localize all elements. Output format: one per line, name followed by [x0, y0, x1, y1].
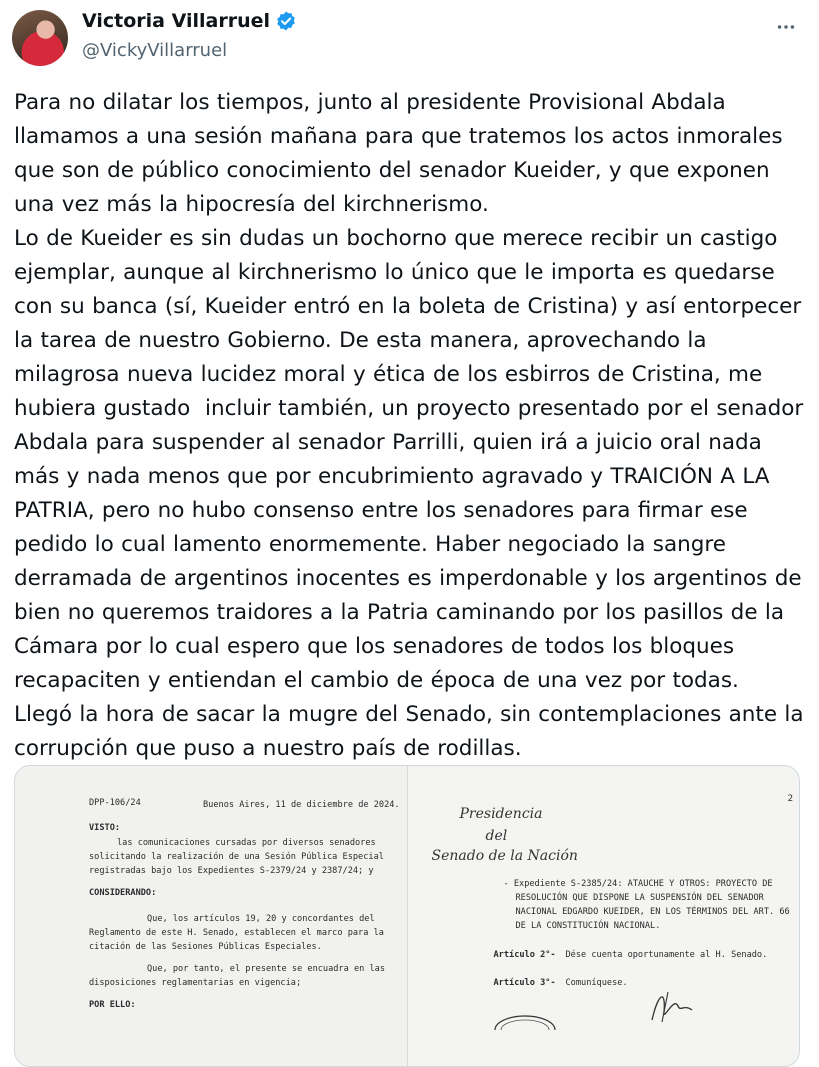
author-name-row: [82, 10, 297, 32]
doc-line: registradas bajo los Expedientes S-2379/24 y 2387/24; y: [89, 866, 374, 876]
doc-seal-line: del: [485, 828, 508, 844]
doc-considerando-label: CONSIDERANDO:: [89, 888, 157, 898]
official-seal-icon: [490, 1010, 560, 1030]
doc-line: Que, los artículos 19, 20 y concordantes del: [147, 914, 375, 924]
tweet-text: Para no dilatar los tiempos, junto al presidente Provisional Abdala llamamos a una sesión mañana para que tratemos los actos inmorales que son de público conocimiento del senador Kueider, y que exponen una vez más la hipocresía del kirchnerismo. Lo de Kueider es sin dudas un bochorno que merece recibir un castigo ejemplar, aunque al kirchnerismo lo único que le importa es quedarse con su banca (sí, Kueider entró en la boleta de Cristina) y así entorpecer la tarea de nuestro Gobierno. De esta manera, aprovechando la milagrosa nueva lucidez moral y ética de los esbirros de Cristina, me hubiera gustado incluir también, un proyecto presentado por el senador Abdala para suspender al senador Parrilli, quien irá a juicio oral nada más y nada menos que por encubrimiento agravado y TRAICIÓN A LA PATRIA, pero no hubo consenso entre los senadores para firmar ese pedido lo cual lamento enormemente. Haber negociado la sangre derramada de argentinos inocentes es imperdonable y los argentinos de bien no queremos traidores a la Patria caminando por los pasillos de la Cámara por lo cual espero que los senadores de todos los bloques recapaciten y entiendan el cambio de época de una vez por todas. Llegó la hora de sacar la mugre del Senado, sin contemplaciones ante la corrupción que puso a nuestro país de rodillas.: [14, 90, 804, 761]
doc-reference: DPP-106/24: [89, 798, 141, 808]
doc-line: solicitando la realización de una Sesión Pública Especial: [89, 852, 384, 862]
doc-line: las comunicaciones cursadas por diversos senadores: [117, 838, 376, 848]
doc-article-3-text: Comuníquese.: [565, 978, 628, 988]
doc-line: Que, por tanto, el presente se encuadra en las: [147, 964, 385, 974]
verified-badge-icon: [275, 10, 297, 32]
doc-visto-label: VISTO:: [89, 823, 121, 833]
doc-line: Reglamento de este H. Senado, establecen el marco para la: [89, 928, 384, 938]
doc-seal-line: Senado de la Nación: [431, 848, 578, 864]
doc-article-2-text: Dése cuenta oportunamente al H. Senado.: [565, 950, 768, 960]
document-page-right: [408, 766, 800, 1066]
tweet-media-image[interactable]: [14, 765, 800, 1067]
doc-por-ello-label: POR ELLO:: [89, 1000, 136, 1010]
doc-article-2-label: Artículo 2°-: [493, 950, 556, 960]
doc-line: disposiciones reglamentarias en vigencia;: [89, 978, 302, 988]
author-name[interactable]: Victoria Villarruel: [82, 10, 270, 32]
more-options-button[interactable]: [771, 12, 801, 42]
doc-line: DE LA CONSTITUCIÓN NACIONAL.: [515, 921, 661, 931]
signature-icon: [644, 984, 704, 1024]
more-horizontal-icon: [775, 16, 797, 38]
doc-line: NACIONAL EDGARDO KUEIDER, EN LOS TÉRMINOS DEL ART. 66: [515, 907, 790, 917]
doc-line: - Expediente S-2385/24: ATAUCHE Y OTROS: PROYECTO DE: [503, 879, 773, 889]
doc-article-3-label: Artículo 3°-: [493, 978, 556, 988]
document-page-left: [15, 766, 408, 1066]
avatar[interactable]: [12, 10, 68, 66]
doc-date: Buenos Aires, 11 de diciembre de 2024.: [203, 800, 400, 810]
doc-page-number: 2: [787, 794, 793, 804]
author-handle[interactable]: @VickyVillarruel: [82, 40, 228, 61]
doc-seal-line: Presidencia: [459, 806, 543, 822]
tweet-header: [0, 0, 819, 80]
doc-line: RESOLUCIÓN QUE DISPONE LA SUSPENSIÓN DEL SENADOR: [515, 893, 764, 903]
doc-line: citación de las Sesiones Públicas Especiales.: [89, 942, 322, 952]
